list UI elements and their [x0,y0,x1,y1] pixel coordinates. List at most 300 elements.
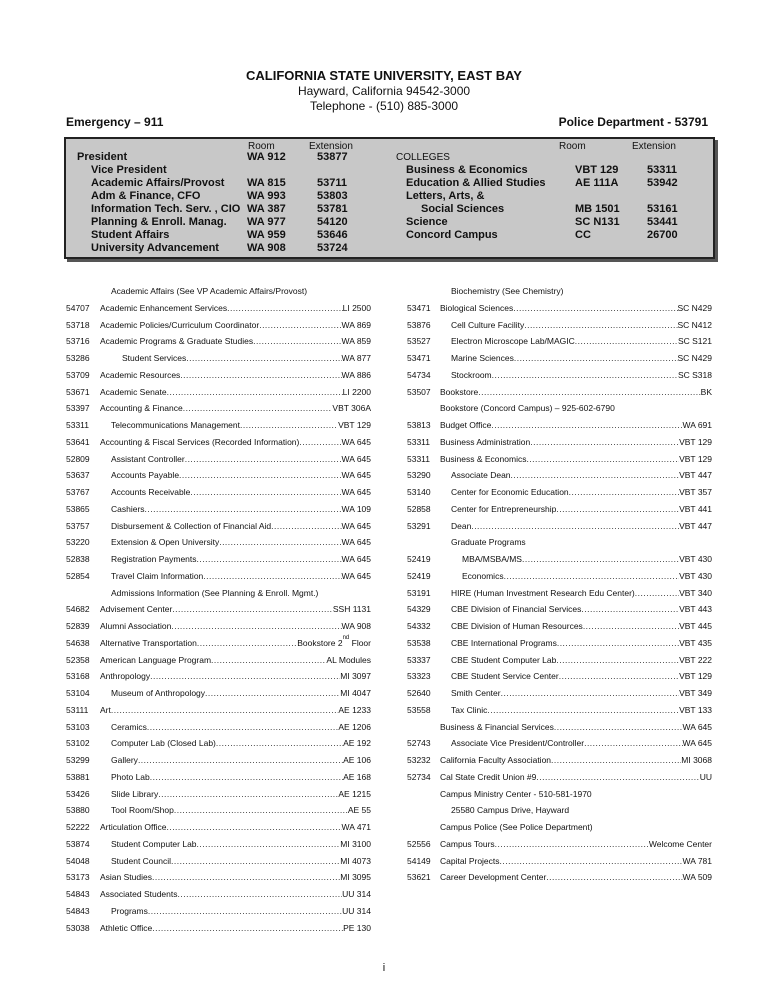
dot-leader [205,688,340,699]
dot-leader [240,420,338,431]
box-office-ext: 53877 [317,151,348,163]
entry-location: WA 645 [682,721,712,732]
entry-location: WA 859 [341,336,371,347]
dot-leader [569,487,679,498]
directory-entry [440,303,712,314]
dot-leader [487,705,679,716]
dot-leader [536,772,699,783]
entry-name: Accounts Payable [111,470,180,481]
entry-location: AL Modules [326,654,371,665]
entry-name: Cell Culture Facility [451,319,525,330]
box-office-name: Adm & Finance, CFO [91,190,201,202]
entry-name: Extension & Open University [111,537,220,548]
entry-location: AE 1206 [338,721,371,732]
entry-name: Articulation Office [100,822,167,832]
extension-code: 52640 [407,688,431,698]
dot-leader [495,839,649,850]
dot-leader [478,387,700,398]
directory-entry [100,705,371,716]
entry-location: SC N429 [677,353,712,363]
extension-code: 53311 [407,453,431,464]
dot-leader [491,420,682,431]
box-office-name: Academic Affairs/Provost [91,177,225,189]
box-office-ext: 53803 [317,190,348,202]
directory-entry [451,621,712,632]
box-college-room: MB 1501 [575,203,620,215]
extension-code: 53104 [66,688,90,698]
extension-code: 53102 [66,738,90,749]
extension-code: 52809 [66,453,90,464]
emergency-number: Emergency – 911 [66,115,164,129]
entry-location: MI 3095 [340,872,371,883]
directory-entry [451,336,712,347]
entry-location: WA 877 [341,353,371,363]
entry-name: Associated Students [100,889,178,899]
extension-code: 53290 [407,470,431,481]
dot-leader [556,655,679,666]
entry-location: VBT 430 [679,570,712,581]
entry-name: Bookstore [440,386,479,397]
extension-code: 53173 [66,872,90,883]
entry-location: WA 471 [341,822,371,832]
dot-leader [522,554,679,565]
entry-location: UU 314 [342,905,371,916]
extension-code: 53637 [66,470,90,481]
box-office-room: WA 959 [247,229,286,241]
extension-code: 53881 [66,771,90,782]
entry-name: Associate Vice President/Controller [451,738,585,749]
directory-entry [451,504,712,515]
box-office-room: WA 912 [247,151,286,163]
directory-entry [111,856,371,867]
directory-entry [122,353,371,364]
entry-name: Biological Sciences [440,302,514,313]
directory-entry [440,872,712,883]
directory-entry [440,387,712,398]
directory-entry [451,671,712,682]
entry-name: Tax Clinic [451,704,488,715]
entry-name: CBE Student Computer Lab [451,654,557,665]
entry-name: American Language Program [100,654,212,665]
telephone: Telephone - (510) 885-3000 [309,99,459,113]
dot-leader [147,722,338,733]
entry-name: Alternative Transportation [100,637,197,648]
directory-entry [111,420,371,431]
box-office-name: President [77,151,128,163]
dot-leader [211,655,326,666]
directory-entry [462,571,712,582]
extension-code: 52839 [66,621,90,631]
entry-name: Registration Payments [111,554,197,564]
dot-leader [152,872,340,883]
extension-code: 52419 [407,554,431,564]
directory-note: Graduate Programs [451,537,526,548]
entry-name: Academic Senate [100,386,167,397]
directory-entry [100,822,371,833]
dot-leader [500,856,683,867]
extension-code: 53641 [66,436,90,447]
entry-location: SC S121 [677,336,712,347]
extension-code: 53716 [66,336,90,347]
entry-location: VBT 445 [679,621,712,631]
entry-name: Cashiers [111,503,145,514]
entry-location: VBT 129 [679,453,712,464]
box-college-name: Business & Economics [406,164,528,176]
directory-entry [440,420,712,431]
entry-name: Marine Sciences [451,353,514,363]
directory-entry [111,805,371,816]
extension-code: 52854 [66,570,90,581]
dot-leader [197,638,297,649]
directory-entry [111,470,371,481]
dot-leader [556,504,679,515]
key-offices-box [64,137,715,259]
entry-name: Athletic Office [100,922,153,933]
directory-entry [100,655,371,666]
extension-code: 54638 [66,637,90,648]
entry-name: Dean [451,520,472,531]
entry-location: MI 4073 [340,855,371,866]
entry-location: UU 314 [342,889,371,899]
extension-code: 53103 [66,721,90,732]
dot-leader [138,755,343,766]
dot-leader [551,755,681,766]
extension-code: 53286 [66,353,90,363]
directory-note: Campus Police (See Police Department) [440,822,593,832]
entry-name: Anthropology [100,671,151,682]
directory-entry [440,839,712,850]
directory-entry [111,571,371,582]
box-college-room: CC [575,229,591,241]
extension-code: 53757 [66,520,90,531]
extension-code: 54048 [66,855,90,866]
entry-location: WA 645 [341,487,371,497]
extension-code: 53311 [66,420,90,430]
extension-code: 53876 [407,319,431,330]
dot-leader [530,437,679,448]
entry-name: Ceramics [111,721,147,732]
dot-leader [471,521,679,532]
directory-entry [111,521,371,532]
dot-leader [185,454,342,465]
box-college-name: Concord Campus [406,229,498,241]
directory-entry [451,470,712,481]
box-office-ext: 53711 [317,177,347,189]
directory-entry [100,320,371,331]
entry-location: MI 3097 [340,671,371,682]
entry-name: Disbursement & Collection of Financial Aid [111,520,272,531]
entry-name: MBA/MSBA/MS [462,554,522,564]
entry-name: Academic Enhancement Services [100,302,228,313]
entry-name: Center for Entrepreneurship [451,503,557,514]
dot-leader [166,822,341,833]
directory-entry [451,688,712,699]
dot-leader [197,839,341,850]
extension-code: 53865 [66,503,90,514]
dot-leader [152,923,343,934]
entry-location: VBT 430 [679,554,712,564]
extension-code: 53397 [66,403,90,414]
dot-leader [145,504,342,515]
entry-location: AE 192 [343,738,371,749]
directory-entry [462,554,712,565]
dot-leader [584,738,682,749]
page-title: CALIFORNIA STATE UNIVERSITY, EAST BAY [246,68,522,83]
entry-location: VBT 340 [679,587,712,598]
entry-location: AE 55 [347,805,371,816]
entry-location: WA 509 [682,872,712,883]
extension-code: 53232 [407,755,431,765]
box-college-ext: 26700 [647,229,678,241]
entry-name: Travel Claim Information [111,570,204,581]
extension-code: 52419 [407,570,431,581]
dot-leader [557,638,679,649]
entry-name: Budget Office [440,420,492,430]
entry-location: AE 168 [343,771,371,782]
extension-code: 53621 [407,872,431,883]
directory-entry [100,437,371,448]
dot-leader [259,320,341,331]
entry-name: Electron Microscope Lab/MAGIC [451,336,575,347]
box-office-room: WA 815 [247,177,286,189]
extension-code: 54843 [66,905,90,916]
entry-location: VBT 306A [332,403,371,414]
dot-leader [174,805,348,816]
extension-code: 53813 [407,420,431,430]
entry-name: Business Administration [440,436,531,447]
extension-code: 53323 [407,671,431,682]
box-office-name: Student Affairs [91,229,170,241]
dot-leader [171,621,341,632]
extension-code: 53558 [407,704,431,715]
entry-name: Academic Programs & Graduate Studies [100,336,254,347]
entry-name: Slide Library [111,788,159,799]
entry-location: VBT 435 [679,637,712,648]
extension-code: 52838 [66,554,90,564]
extension-code: 53111 [66,704,89,715]
entry-name: Accounting & Finance [100,403,183,414]
directory-entry [100,621,371,632]
entry-location: VBT 129 [679,671,712,682]
entry-location: LI 2200 [342,386,371,397]
dot-leader [581,604,679,615]
directory-entry [451,487,712,498]
box-college-ext: 53942 [647,177,678,189]
dot-leader [172,604,333,615]
extension-code: 53191 [407,587,431,598]
entry-location: VBT 357 [679,487,712,497]
extension-code: 52358 [66,654,90,665]
entry-location: AE 106 [343,755,371,765]
directory-entry [111,504,371,515]
extension-code: 53220 [66,537,90,548]
box-office-name: Information Tech. Serv. , CIO [91,203,241,215]
extension-code: 53471 [407,353,431,363]
dot-leader [504,571,680,582]
directory-entry [100,923,371,934]
directory-entry [451,655,712,666]
entry-location: WA 691 [682,420,712,430]
directory-entry [111,738,371,749]
dot-leader [186,353,341,364]
directory-entry [111,554,371,565]
box-college-ext: 53161 [647,203,678,215]
entry-location: WA 908 [341,621,371,631]
directory-entry [440,722,712,733]
box-office-name: University Advancement [91,242,219,254]
entry-name: CBE Division of Financial Services [451,604,582,615]
directory-entry [100,370,371,381]
dot-leader [111,705,339,716]
dot-leader [197,554,342,565]
box-room-header-left: Room [248,141,275,152]
entry-location: LI 2500 [342,302,371,313]
directory-entry [100,336,371,347]
entry-location: WA 645 [341,520,371,531]
directory-entry [100,604,371,615]
box-office-name: Vice President [91,164,167,176]
directory-note: Admissions Information (See Planning & Enroll. Mgmt.) [111,587,319,598]
entry-name: Business & Economics [440,453,527,464]
box-college-room: VBT 129 [575,164,619,176]
entry-location: MI 3068 [681,755,712,765]
entry-name: Career Development Center [440,872,547,883]
directory-entry [111,487,371,498]
entry-name: Alumni Association [100,621,172,631]
extension-code: 54329 [407,604,431,615]
entry-location: SC S318 [677,369,712,380]
entry-location: SC N412 [677,319,712,330]
dot-leader [219,537,341,548]
dot-leader [554,722,683,733]
box-office-room: WA 387 [247,203,286,215]
extension-code: 52858 [407,503,431,514]
entry-location: WA 886 [341,369,371,380]
colleges-label: COLLEGES [396,152,450,163]
dot-leader [148,906,342,917]
directory-entry [100,303,371,314]
dot-leader [511,470,680,481]
directory-entry [440,437,712,448]
box-office-ext: 53781 [317,203,348,215]
entry-name: Capital Projects [440,855,500,866]
dot-leader [546,872,682,883]
dot-leader [253,336,341,347]
entry-name: Student Council [111,855,172,866]
police-number: Police Department - 53791 [558,115,708,129]
entry-location: BK [700,386,712,397]
dot-leader [501,688,679,699]
box-office-ext: 53646 [317,229,348,241]
entry-location: AE 1233 [338,704,371,715]
entry-name: Accounts Receivable [111,487,191,497]
dot-leader [190,487,341,498]
entry-name: Academic Resources [100,369,181,380]
entry-name: Stockroom [451,369,492,380]
box-ext-header-right: Extension [632,141,676,152]
dot-leader [524,320,677,331]
directory-entry [111,688,371,699]
dot-leader [167,387,343,398]
directory-entry [100,403,371,414]
box-room-header-right: Room [559,141,586,152]
dot-leader [227,303,343,314]
entry-name: Asian Studies [100,872,152,883]
entry-location: WA 645 [341,554,371,564]
entry-name: California Faculty Association [440,755,552,765]
box-office-ext: 53724 [317,242,348,254]
entry-location: WA 869 [341,319,371,330]
extension-code: 54707 [66,302,90,313]
directory-entry [111,772,371,783]
entry-name: Advisement Center [100,604,173,615]
directory-note: Biochemistry (See Chemistry) [451,286,564,296]
directory-entry [111,839,371,850]
entry-name: Telecommunications Management [111,420,240,430]
entry-name: Museum of Anthropology [111,688,206,698]
entry-location: VBT 129 [338,420,371,430]
entry-location: VBT 443 [679,604,712,615]
dot-leader [575,336,678,347]
entry-location: WA 645 [341,570,371,581]
entry-location: Bookstore 2nd Floor [297,634,371,648]
dot-leader [514,353,678,364]
box-college-room: SC N131 [575,216,620,228]
directory-entry [440,856,712,867]
extension-code: 54149 [407,855,431,866]
dot-leader [492,370,678,381]
directory-entry [100,634,371,649]
page-number: i [382,962,386,974]
dot-leader [635,588,679,599]
dot-leader [183,403,333,414]
dot-leader [271,521,341,532]
dot-leader [526,454,679,465]
extension-code: 53709 [66,369,90,380]
directory-entry [451,738,712,749]
directory-entry [451,638,712,649]
extension-code: 53767 [66,487,90,497]
box-college-name: Education & Allied Studies [406,177,546,189]
dot-leader [203,571,341,582]
extension-code: 54734 [407,369,431,380]
extension-code: 53880 [66,805,90,816]
entry-location: Welcome Center [648,838,712,849]
extension-code: 53337 [407,654,431,665]
box-office-name: Planning & Enroll. Manag. [91,216,227,228]
directory-entry [440,772,712,783]
entry-location: VBT 129 [679,436,712,447]
dot-leader [179,470,342,481]
directory-entry [100,387,371,398]
directory-entry [451,604,712,615]
directory-entry [111,789,371,800]
extension-code: 53299 [66,755,90,765]
directory-entry [111,722,371,733]
extension-code: 53507 [407,386,431,397]
directory-note: Bookstore (Concord Campus) – 925-602-6790 [440,403,615,414]
dot-leader [583,621,679,632]
directory-entry [100,889,371,900]
address: Hayward, California 94542-3000 [297,84,471,98]
extension-code: 53140 [407,487,431,497]
extension-code: 53538 [407,637,431,648]
directory-entry [451,705,712,716]
entry-location: WA 645 [341,436,371,447]
directory-entry [451,521,712,532]
box-college-name: Science [406,216,448,228]
entry-location: VBT 222 [679,654,712,665]
